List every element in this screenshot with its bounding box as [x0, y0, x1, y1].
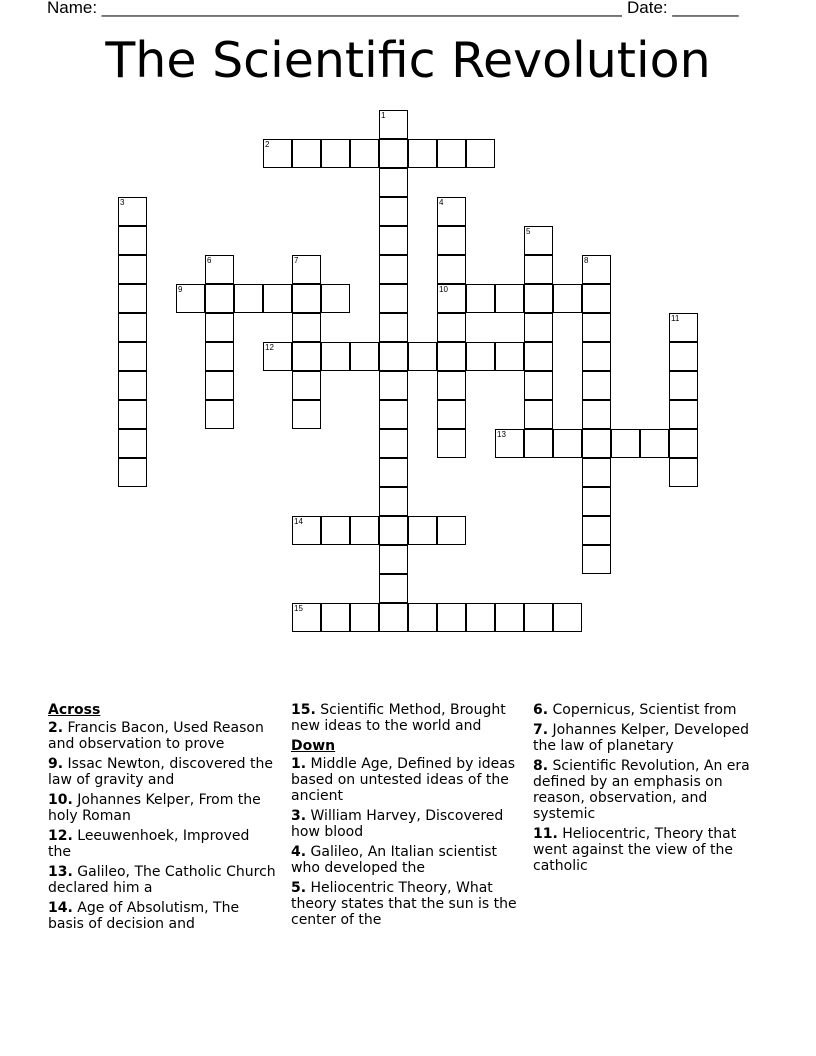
- clue-number: 2: [265, 140, 270, 149]
- crossword-cell[interactable]: [292, 400, 321, 429]
- clue-item: [48, 720, 276, 752]
- crossword-cell[interactable]: [205, 313, 234, 342]
- date-field-label[interactable]: Date: _______: [627, 0, 739, 17]
- crossword-cell[interactable]: [379, 400, 408, 429]
- crossword-cell[interactable]: [292, 516, 321, 545]
- clue-list: [48, 702, 778, 1032]
- crossword-cell[interactable]: [495, 603, 524, 632]
- crossword-cell[interactable]: [582, 284, 611, 313]
- crossword-cell[interactable]: [176, 284, 205, 313]
- clue-item-number: 10.: [48, 792, 73, 808]
- crossword-cell[interactable]: [466, 284, 495, 313]
- clue-item-text: Middle Age, Defined by ideas based on untested ideas of the ancient: [291, 756, 516, 804]
- crossword-cell[interactable]: [379, 603, 408, 632]
- clue-number: 13: [497, 430, 506, 439]
- crossword-cell[interactable]: [524, 371, 553, 400]
- crossword-cell[interactable]: [350, 139, 379, 168]
- crossword-cell[interactable]: [669, 371, 698, 400]
- clue-number: 5: [526, 227, 531, 236]
- crossword-cell[interactable]: [582, 487, 611, 516]
- crossword-cell[interactable]: [524, 313, 553, 342]
- crossword-cell[interactable]: [524, 226, 553, 255]
- crossword-cell[interactable]: [118, 458, 147, 487]
- clue-number: 7: [294, 256, 299, 265]
- clue-item: [291, 808, 519, 840]
- crossword-cell[interactable]: [524, 342, 553, 371]
- clue-item: [291, 756, 519, 804]
- crossword-cell[interactable]: [640, 429, 669, 458]
- crossword-cell[interactable]: [669, 429, 698, 458]
- clue-item-number: 14.: [48, 900, 73, 916]
- clue-item-number: 1.: [291, 756, 307, 772]
- crossword-cell[interactable]: [292, 313, 321, 342]
- crossword-cell[interactable]: [524, 255, 553, 284]
- clue-item-number: 11.: [533, 826, 558, 842]
- clue-item: [48, 900, 276, 932]
- crossword-cell[interactable]: [524, 284, 553, 313]
- clue-item-number: 13.: [48, 864, 73, 880]
- crossword-cell[interactable]: [408, 516, 437, 545]
- crossword-cell[interactable]: [379, 139, 408, 168]
- crossword-cell[interactable]: [321, 139, 350, 168]
- crossword-cell[interactable]: [379, 284, 408, 313]
- crossword-cell[interactable]: [437, 226, 466, 255]
- clue-number: 3: [120, 198, 125, 207]
- crossword-cell[interactable]: [582, 516, 611, 545]
- crossword-cell[interactable]: [582, 400, 611, 429]
- clue-item: [291, 880, 519, 928]
- crossword-cell[interactable]: [379, 197, 408, 226]
- crossword-cell[interactable]: [118, 313, 147, 342]
- crossword-cell[interactable]: [118, 342, 147, 371]
- clue-number: 8: [584, 256, 589, 265]
- clue-item-text: Heliocentric, Theory that went against the view of the catholic: [533, 826, 737, 874]
- clue-item-text: Issac Newton, discovered the law of gravity and: [48, 756, 273, 788]
- crossword-cell[interactable]: [553, 284, 582, 313]
- clue-item-number: 15.: [291, 702, 316, 718]
- clue-item: [291, 702, 519, 734]
- crossword-cell[interactable]: [437, 342, 466, 371]
- crossword-cell[interactable]: [292, 255, 321, 284]
- clue-item-number: 9.: [48, 756, 64, 772]
- clue-number: 11: [671, 314, 680, 323]
- crossword-cell[interactable]: [437, 139, 466, 168]
- crossword-cell[interactable]: [205, 400, 234, 429]
- crossword-cell[interactable]: [118, 429, 147, 458]
- clue-item-number: 4.: [291, 844, 307, 860]
- clue-item-number: 7.: [533, 722, 549, 738]
- clue-item-number: 5.: [291, 880, 307, 896]
- crossword-cell[interactable]: [437, 255, 466, 284]
- crossword-cell[interactable]: [582, 545, 611, 574]
- crossword-cell[interactable]: [611, 429, 640, 458]
- crossword-cell[interactable]: [437, 516, 466, 545]
- crossword-cell[interactable]: [553, 603, 582, 632]
- crossword-cell[interactable]: [118, 226, 147, 255]
- clue-number: 6: [207, 256, 212, 265]
- clue-item-text: Scientific Revolution, An era defined by an emphasis on reason, observation, and systemic: [533, 758, 750, 822]
- name-field-label[interactable]: Name: _______________________________________________________: [47, 0, 622, 17]
- crossword-cell[interactable]: [495, 429, 524, 458]
- clue-number: 9: [178, 285, 183, 294]
- clue-number: 4: [439, 198, 444, 207]
- clue-number: 12: [265, 343, 274, 352]
- clue-item-number: 6.: [533, 702, 549, 718]
- clue-item: [48, 828, 276, 860]
- crossword-cell[interactable]: [234, 284, 263, 313]
- crossword-cell[interactable]: [205, 371, 234, 400]
- crossword-cell[interactable]: [582, 255, 611, 284]
- crossword-cell[interactable]: [437, 313, 466, 342]
- crossword-cell[interactable]: [379, 574, 408, 603]
- clue-item-text: Scientific Method, Brought new ideas to the world and: [291, 702, 506, 734]
- crossword-cell[interactable]: [669, 313, 698, 342]
- clue-number: 14: [294, 517, 303, 526]
- crossword-cell[interactable]: [466, 603, 495, 632]
- clue-item-number: 8.: [533, 758, 549, 774]
- crossword-cell[interactable]: [292, 371, 321, 400]
- crossword-cell[interactable]: [437, 371, 466, 400]
- crossword-cell[interactable]: [205, 255, 234, 284]
- crossword-cell[interactable]: [118, 371, 147, 400]
- crossword-cell[interactable]: [553, 429, 582, 458]
- crossword-cell[interactable]: [582, 313, 611, 342]
- clue-item-number: 2.: [48, 720, 64, 736]
- crossword-cell[interactable]: [437, 284, 466, 313]
- clue-number: 15: [294, 604, 303, 613]
- crossword-cell[interactable]: [118, 284, 147, 313]
- crossword-cell[interactable]: [437, 197, 466, 226]
- crossword-cell[interactable]: [408, 139, 437, 168]
- clue-item-text: Francis Bacon, Used Reason and observation to prove: [48, 720, 264, 752]
- crossword-cell[interactable]: [379, 516, 408, 545]
- clue-item: [533, 758, 761, 822]
- crossword-cell[interactable]: [263, 342, 292, 371]
- clue-item-text: Galileo, An Italian scientist who developed the: [291, 844, 497, 876]
- crossword-cell[interactable]: [524, 400, 553, 429]
- crossword-cell[interactable]: [379, 371, 408, 400]
- crossword-cell[interactable]: [379, 313, 408, 342]
- clue-column-3: [533, 702, 761, 878]
- crossword-cell[interactable]: [466, 342, 495, 371]
- crossword-cell[interactable]: [379, 226, 408, 255]
- crossword-cell[interactable]: [350, 342, 379, 371]
- crossword-cell[interactable]: [379, 545, 408, 574]
- crossword-cell[interactable]: [321, 516, 350, 545]
- clue-item: [48, 756, 276, 788]
- clue-heading: Across: [48, 702, 101, 718]
- clue-heading: Down: [291, 738, 336, 754]
- clue-column-1: [48, 702, 276, 936]
- crossword-cell[interactable]: [379, 255, 408, 284]
- crossword-cell[interactable]: [379, 487, 408, 516]
- clue-item: [533, 702, 761, 718]
- crossword-cell[interactable]: [669, 458, 698, 487]
- crossword-cell[interactable]: [408, 342, 437, 371]
- crossword-cell[interactable]: [582, 342, 611, 371]
- crossword-cell[interactable]: [466, 139, 495, 168]
- clue-number: 1: [381, 111, 386, 120]
- crossword-cell[interactable]: [379, 342, 408, 371]
- crossword-cell[interactable]: [379, 429, 408, 458]
- crossword-cell[interactable]: [321, 342, 350, 371]
- crossword-cell[interactable]: [437, 400, 466, 429]
- clue-item-text: Johannes Kelper, Developed the law of planetary: [533, 722, 750, 754]
- crossword-cell[interactable]: [582, 458, 611, 487]
- crossword-cell[interactable]: [321, 284, 350, 313]
- clue-item: [533, 722, 761, 754]
- crossword-cell[interactable]: [437, 603, 466, 632]
- clue-item-text: Galileo, The Catholic Church declared him a: [48, 864, 276, 896]
- clue-item: [291, 844, 519, 876]
- crossword-cell[interactable]: [292, 284, 321, 313]
- clue-item-text: Heliocentric Theory, What theory states that the sun is the center of the: [291, 880, 517, 928]
- crossword-cell[interactable]: [437, 429, 466, 458]
- crossword-cell[interactable]: [524, 603, 553, 632]
- crossword-cell[interactable]: [292, 603, 321, 632]
- clue-item: [48, 792, 276, 824]
- crossword-cell[interactable]: [524, 429, 553, 458]
- crossword-cell[interactable]: [379, 458, 408, 487]
- crossword-cell[interactable]: [582, 429, 611, 458]
- crossword-cell[interactable]: [582, 371, 611, 400]
- crossword-cell[interactable]: [118, 255, 147, 284]
- clue-item: [48, 864, 276, 896]
- crossword-cell[interactable]: [495, 284, 524, 313]
- crossword-cell[interactable]: [118, 400, 147, 429]
- crossword-cell[interactable]: [263, 139, 292, 168]
- crossword-cell[interactable]: [205, 342, 234, 371]
- crossword-cell[interactable]: [263, 284, 292, 313]
- clue-item-text: William Harvey, Discovered how blood: [291, 808, 504, 840]
- crossword-cell[interactable]: [292, 139, 321, 168]
- crossword-cell[interactable]: [205, 284, 234, 313]
- page-title: The Scientific Revolution: [105, 32, 711, 89]
- clue-item-text: Copernicus, Scientist from: [548, 702, 737, 718]
- crossword-cell[interactable]: [350, 516, 379, 545]
- clue-number: 10: [439, 285, 448, 294]
- clue-item-text: Leeuwenhoek, Improved the: [48, 828, 250, 860]
- crossword-cell[interactable]: [669, 342, 698, 371]
- crossword-cell[interactable]: [495, 342, 524, 371]
- crossword-cell[interactable]: [408, 603, 437, 632]
- crossword-cell[interactable]: [350, 603, 379, 632]
- crossword-cell[interactable]: [379, 110, 408, 139]
- crossword-cell[interactable]: [669, 400, 698, 429]
- clue-column-2: [291, 702, 519, 932]
- clue-item-text: Johannes Kelper, From the holy Roman: [48, 792, 261, 824]
- clue-item-number: 3.: [291, 808, 307, 824]
- clue-item-number: 12.: [48, 828, 73, 844]
- crossword-cell[interactable]: [321, 603, 350, 632]
- crossword-cell[interactable]: [118, 197, 147, 226]
- clue-item: [533, 826, 761, 874]
- crossword-cell[interactable]: [292, 342, 321, 371]
- clue-item-text: Age of Absolutism, The basis of decision and: [48, 900, 240, 932]
- crossword-cell[interactable]: [379, 168, 408, 197]
